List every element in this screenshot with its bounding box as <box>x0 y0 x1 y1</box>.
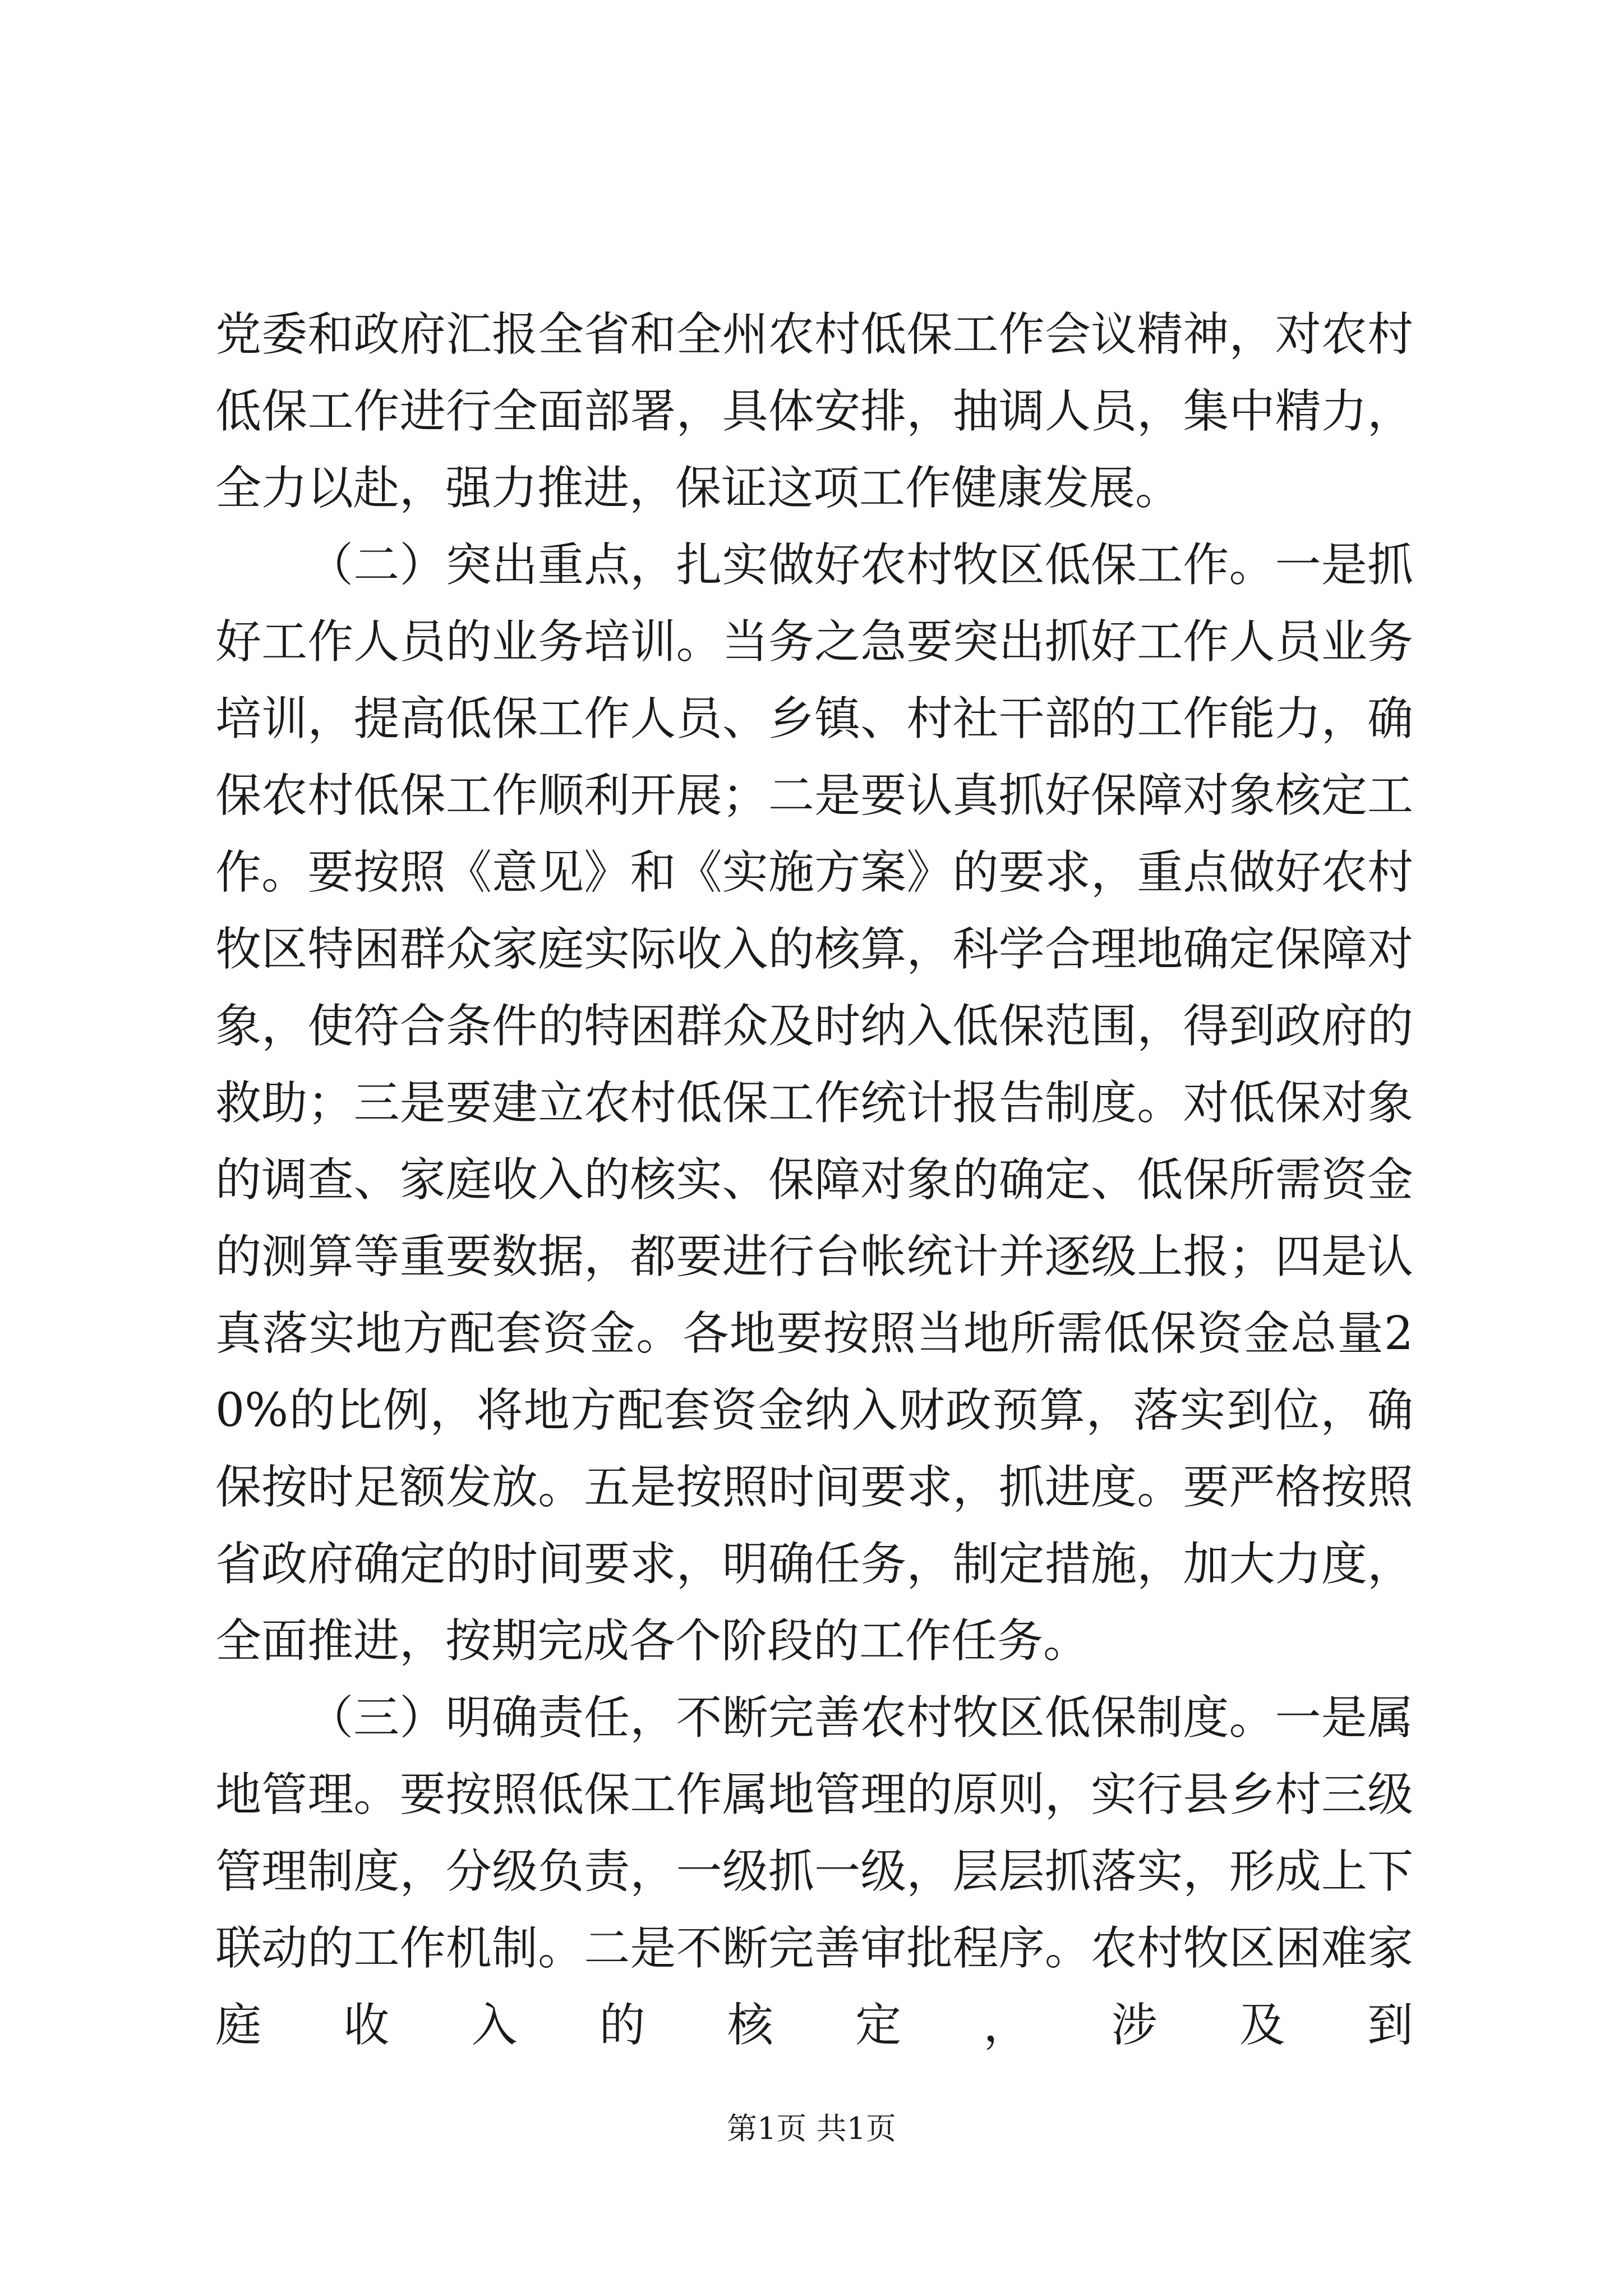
paragraph-3: （三）明确责任，不断完善农村牧区低保制度。一是属地管理。要按照低保工作属地管理的原则，实行县乡村三级管理制度，分级负责，一级抓一级，层层抓落实，形成上下联动的工作机制。二是不断完善审批程序。农村牧区困难家庭收入的核定，涉及到 <box>215 1691 1413 2052</box>
paragraph-1: 党委和政府汇报全省和全州农村低保工作会议精神，对农村低保工作进行全面部署，具体安排，抽调人员，集中精力，全力以赴，强力推进，保证这项工作健康发展。 <box>215 308 1413 515</box>
paragraph-2: （二）突出重点，扎实做好农村牧区低保工作。一是抓好工作人员的业务培训。当务之急要突出抓好工作人员业务培训，提高低保工作人员、乡镇、村社干部的工作能力，确保农村低保工作顺利开展；二是要认真抓好保障对象核定工作。要按照《意见》和《实施方案》的要求，重点做好农村牧区特困群众家庭实际收入的核算，科学合理地确定保障对象，使符合条件的特困群众及时纳入低保范围，得到政府的救助；三是要建立农村低保工作统计报告制度。对低保对象的调查、家庭收入的核实、保障对象的确定、低保所需资金的测算等重要数据，都要进行台帐统计并逐级上报；四是认真落实地方配套资金。各地要按照当地所需低保资金总量20%的比例，将地方配套资金纳入财政预算，落实到位，确保按时足额发放。五是按照时间要求，抓进度。要严格按照省政府确定的时间要求，明确任务，制定措施，加大力度，全面推进，按期完成各个阶段的工作任务。 <box>215 539 1413 1668</box>
document-body <box>215 296 1413 2064</box>
page-footer: 第1页 共1页 <box>727 2111 896 2146</box>
